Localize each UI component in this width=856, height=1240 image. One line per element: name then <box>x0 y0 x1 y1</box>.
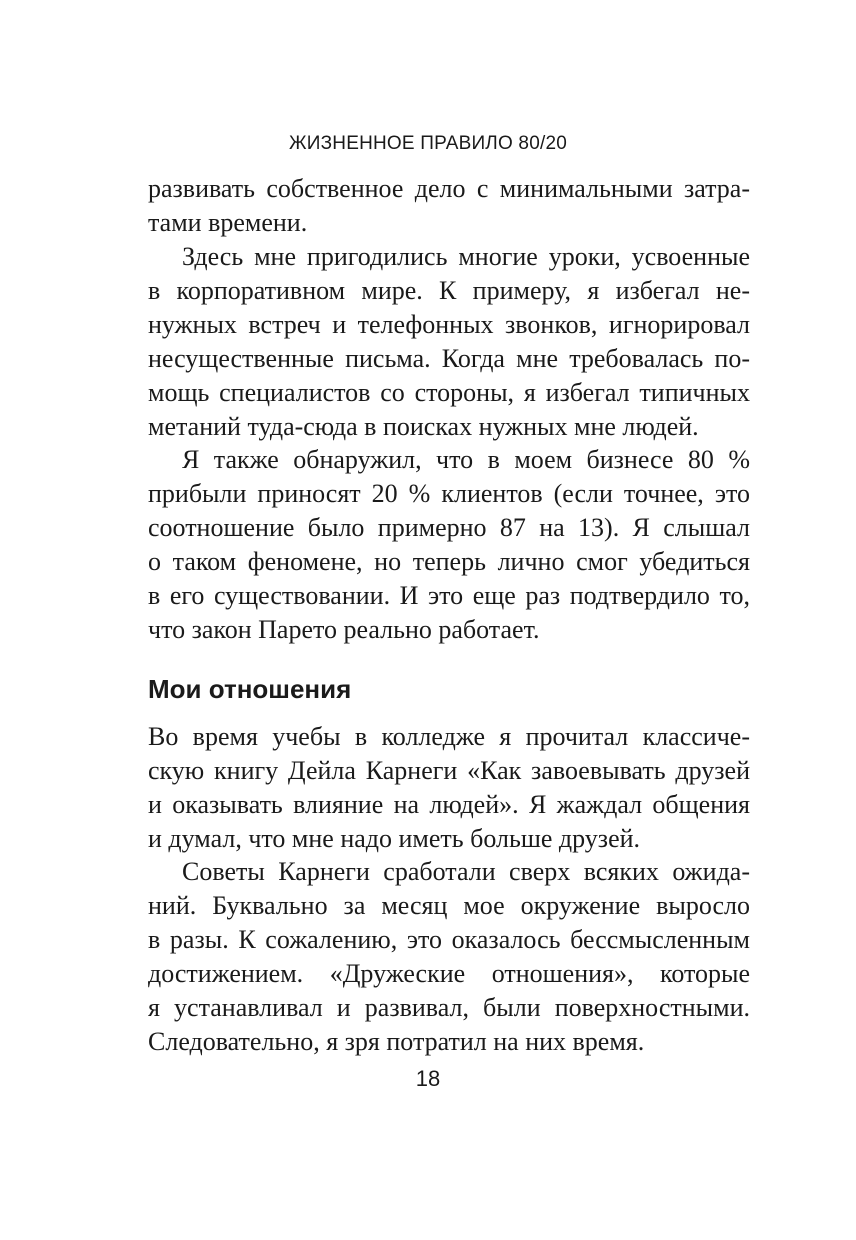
text-line: Я также обнаружил, что в моем бизнесе 80 % <box>182 445 750 474</box>
text-line: ний. Буквально за месяц мое окружение выросло <box>148 891 750 920</box>
text-line: Советы Карнеги сработали сверх всяких ожида- <box>182 857 750 886</box>
text-line: метаний туда-сюда в поисках нужных мне людей. <box>148 412 699 441</box>
paragraph-corporate-lessons <box>148 240 750 444</box>
text-line: в разы. К сожалению, это оказалось бессмысленным <box>148 925 750 954</box>
paragraph-pareto-business <box>148 443 750 647</box>
text-line: в его существовании. И это еще раз подтвердило то, <box>148 581 750 610</box>
text-line: достижением. «Дружеские отношения», которые <box>148 959 750 988</box>
text-line: и оказывать влияние на людей». Я жаждал общения <box>148 790 750 819</box>
text-line: Во время учебы в колледже я прочитал классиче- <box>148 722 750 751</box>
text-line: Здесь мне пригодились многие уроки, усвоенные <box>182 242 750 271</box>
text-line: я устанавливал и развивал, были поверхностными. <box>148 993 750 1022</box>
text-line: тами времени. <box>148 208 308 237</box>
section-heading: Мои отношения <box>148 674 352 704</box>
text-line: о таком феномене, но теперь лично смог убедиться <box>148 547 750 576</box>
text-line: мощь специалистов со стороны, я избегал типичных <box>148 378 750 407</box>
page-number: 18 <box>415 1066 441 1091</box>
text-line: скую книгу Дейла Карнеги «Как завоевывать друзей <box>148 756 750 785</box>
text-line: несущественные письма. Когда мне требовалась по- <box>148 344 750 373</box>
text-line: развивать собственное дело с минимальными затра- <box>148 174 750 203</box>
paragraph-carnegie-results <box>148 855 750 1059</box>
text-line: прибыли приносят 20 % клиентов (если точнее, это <box>148 479 750 508</box>
text-line: нужных встреч и телефонных звонков, игнорировал <box>148 310 750 339</box>
text-line: и думал, что мне надо иметь больше друзей. <box>148 824 641 853</box>
text-line: что закон Парето реально работает. <box>148 615 540 644</box>
running-head: ЖИЗНЕННОЕ ПРАВИЛО 80/20 <box>289 133 567 154</box>
text-line: соотношение было примерно 87 на 13). Я слышал <box>148 513 750 542</box>
paragraph-continuation <box>148 172 750 240</box>
text-line: Следовательно, я зря потратил на них время. <box>148 1027 645 1056</box>
paragraph-carnegie-book <box>148 720 750 856</box>
text-line: в корпоративном мире. К примеру, я избегал не- <box>148 276 750 305</box>
